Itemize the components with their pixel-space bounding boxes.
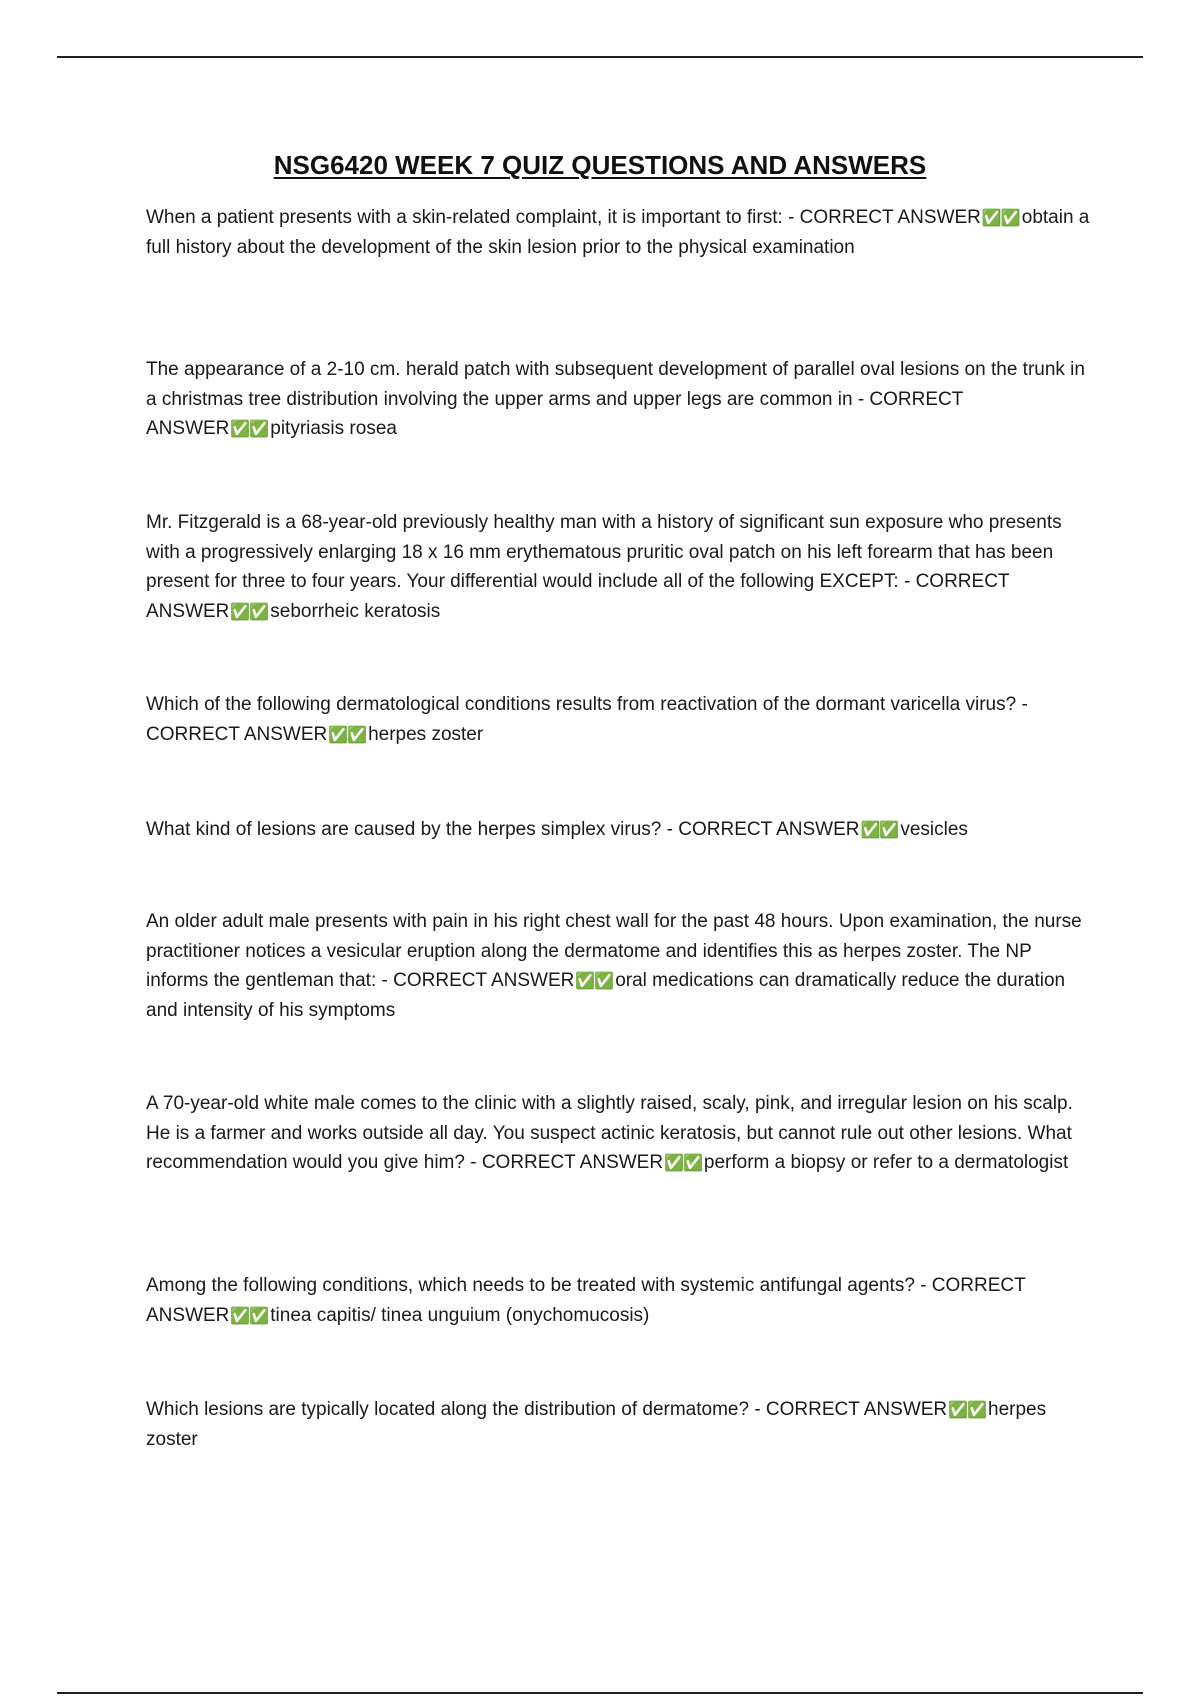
double-check-icon: ✅✅: [230, 1305, 269, 1325]
correct-answer-marker: - CORRECT ANSWER: [146, 388, 964, 439]
qa-item: [146, 815, 1096, 845]
answer-text: perform a biopsy or refer to a dermatologist: [703, 1152, 1069, 1173]
double-check-icon: ✅✅: [328, 724, 367, 744]
bottom-divider: [57, 1692, 1143, 1694]
qa-item: [146, 1089, 1096, 1178]
double-check-icon: ✅✅: [230, 601, 269, 621]
double-check-icon: ✅✅: [948, 1400, 987, 1419]
answer-text: pityriasis rosea: [270, 418, 397, 439]
top-divider: [57, 56, 1143, 58]
double-check-icon: ✅✅: [860, 820, 899, 839]
qa-item: [146, 907, 1096, 1025]
double-check-icon: ✅✅: [664, 1153, 702, 1172]
double-check-icon: ✅✅: [230, 419, 269, 438]
question-text: Among the following conditions, which needs to be treated with systemic antifungal agents?: [146, 1275, 915, 1296]
question-text: When a patient presents with a skin-related complaint, it is important to first:: [146, 207, 783, 228]
answer-text: herpes zoster: [368, 723, 484, 745]
question-text: A 70-year-old white male comes to the clinic with a slightly raised, scaly, pink, and irregular lesion on his scalp. He is a farmer and works outside all day. You suspect actinic keratosis, but cannot rule out other lesions. What recommendation would you give him?: [146, 1093, 1073, 1173]
document-title: NSG6420 WEEK 7 QUIZ QUESTIONS AND ANSWERS: [273, 150, 927, 180]
answer-text: vesicles: [900, 819, 968, 840]
question-text: An older adult male presents with pain in his right chest wall for the past 48 hours. Upon examination, the nurse practitioner notices a vesicular eruption along the dermatome and identifies this as herpes zoster. The NP informs the gentleman that:: [146, 911, 1082, 991]
correct-answer-marker: - CORRECT ANSWER: [470, 1152, 664, 1173]
correct-answer-marker: - CORRECT ANSWER: [788, 207, 981, 228]
answer-text: tinea capitis/ tinea unguium (onychomucosis): [270, 1304, 650, 1326]
answer-text: obtain a full history about the development of the skin lesion prior to the physical examination: [146, 207, 1090, 258]
question-text: Which of the following dermatological conditions results from reactivation of the dormant varicella virus?: [146, 694, 1017, 715]
qa-item: [146, 1395, 1096, 1454]
double-check-icon: ✅✅: [575, 971, 614, 990]
question-text: Which lesions are typically located along the distribution of dermatome?: [146, 1399, 750, 1420]
qa-item: [146, 690, 1096, 749]
qa-item: [146, 508, 1096, 626]
correct-answer-marker: - CORRECT ANSWER: [666, 819, 860, 840]
double-check-icon: ✅✅: [981, 208, 1020, 227]
correct-answer-marker: - CORRECT ANSWER: [146, 1275, 1026, 1326]
question-text: The appearance of a 2-10 cm. herald patch with subsequent development of parallel oval lesions on the trunk in a christmas tree distribution involving the upper arms and upper legs are common in: [146, 359, 1085, 410]
correct-answer-marker: - CORRECT ANSWER: [146, 571, 1010, 622]
correct-answer-marker: - CORRECT ANSWER: [381, 970, 575, 991]
answer-text: herpes zoster: [146, 1399, 1047, 1450]
question-text: Mr. Fitzgerald is a 68-year-old previously healthy man with a history of significant sun exposure who presents with a progressively enlarging 18 x 16 mm erythematous pruritic oval patch on his left forearm that has been present for three to four years. Your differential would include all of the following EXCEPT:: [146, 512, 1062, 592]
correct-answer-marker: - CORRECT ANSWER: [754, 1399, 948, 1420]
qa-item: [146, 355, 1096, 444]
qa-item: [146, 203, 1096, 262]
correct-answer-marker: - CORRECT ANSWER: [146, 694, 1028, 745]
answer-text: seborrheic keratosis: [270, 600, 441, 622]
question-text: What kind of lesions are caused by the herpes simplex virus?: [146, 819, 662, 840]
answer-text: oral medications can dramatically reduce the duration and intensity of his symptoms: [146, 970, 1066, 1021]
qa-item: [146, 1271, 1096, 1330]
